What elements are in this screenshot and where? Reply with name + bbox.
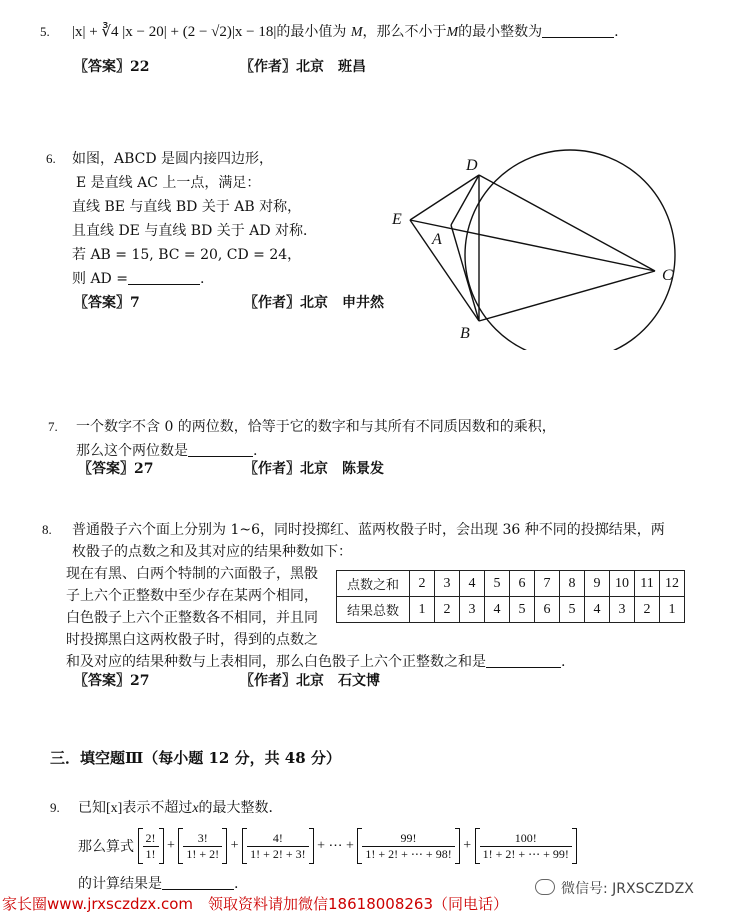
wechat-watermark [535,878,694,898]
table-cell: 2 [410,571,435,597]
table-row-header: 结果总数 [337,597,410,623]
table-cell: 3 [460,597,485,623]
q9-var-x: x [192,801,199,816]
q9-floor-notation: [x] [106,801,123,816]
q6-line6-text: 则 AD = [72,271,128,287]
table-row-header: 点数之和 [337,571,410,597]
q6-line2: E 是直线 AC 上一点，满足： [76,175,261,191]
q5-var-m2: M [446,25,459,40]
table-cell: 3 [435,571,460,597]
numerator: 100! [480,831,572,847]
q5-author: 〖作者〗北京 班昌 [240,59,366,75]
q6-answer-blank [128,270,200,285]
fraction-2 [183,831,222,862]
q9-line3 [78,873,238,893]
table-cell: 5 [560,597,585,623]
table-cell: 5 [485,571,510,597]
footer-promo-text: 家长圈www.jrxsczdzx.com 领取资料请加微信18618008263（同电话） [2,895,508,913]
segment-eb [410,220,479,321]
table-cell: 4 [485,597,510,623]
q9-line1-a: 已知 [78,800,106,816]
fraction-1 [143,831,159,862]
table-cell: 4 [585,597,610,623]
denominator: 1! [145,846,156,861]
segment-da [451,175,479,225]
q9-line1-e: 的最大整数． [198,800,283,816]
table-cell: 4 [460,571,485,597]
q9-line2-text: 那么算式 [78,839,134,855]
q5-answer: 〖答案〗22 [74,59,150,75]
q5-text-c: 的最小整数为 [458,24,543,40]
q5-stem [72,21,619,41]
label-a: A [432,231,442,248]
q7-answer: 〖答案〗27 [78,461,154,477]
q9-answer-blank [162,875,234,890]
q9-expression-line: 那么算式 $\frac{2!}{1!}$ + $\frac{3!}{1! + 2!}$ + $\frac{4!}{1! + 2! + 3!}$ + ⋯ + $\frac{99!}{1! + 2! + \cdots + 98!}$ + $\frac{100!}{1! + 2! + \cdots + 99!}$ [78,828,577,864]
denominator: 1! + 2! + ⋯ + 98! [365,846,452,861]
q7-period: . [253,443,258,459]
dice-sum-table [336,570,685,623]
denominator: 1! + 2! + ⋯ + 99! [482,846,569,861]
q9-line1 [78,797,283,817]
q8-answer: 〖答案〗27 [74,673,150,689]
table-row [337,571,685,597]
numerator: 3! [183,831,222,847]
table-cell: 10 [610,571,635,597]
q8-line7 [66,651,565,671]
q8-answer-blank [486,653,561,668]
q8-line1: 普通骰子六个面上分别为 1~6，同时投掷红、蓝两枚骰子时，会出现 36 种不同的投掷结果，两 [72,522,665,538]
q8-number: 8. [42,522,52,537]
q7-line2 [76,440,257,460]
table-cell: 5 [510,597,535,623]
table-row [337,597,685,623]
numerator: 99! [362,831,454,847]
segment-ab [451,225,479,321]
denominator: 1! + 2! [186,846,220,861]
table-cell: 1 [660,597,685,623]
numerator: 2! [143,831,159,847]
label-d: D [466,157,478,174]
q5-period: . [614,24,619,40]
table-cell: 1 [410,597,435,623]
q6-line5: 若 AB = 15, BC = 20, CD = 24， [72,247,302,263]
bracket-right [455,828,460,864]
table-cell: 11 [635,571,660,597]
table-cell: 2 [435,597,460,623]
label-e: E [392,211,402,228]
q7-author: 〖作者〗北京 陈景发 [244,461,384,477]
fraction-5 [480,831,572,862]
q8-line6: 时投掷黑白这两枚骰子时，得到的点数之 [66,632,318,648]
q9-number: 9. [50,800,60,815]
wechat-id-text: 微信号: JRXSCZDZX [561,881,694,897]
q8-period: . [561,654,566,670]
table-cell: 2 [635,597,660,623]
table-cell: 6 [510,571,535,597]
table-cell: 8 [560,571,585,597]
q8-line2: 枚骰子的点数之和及其对应的结果种数如下： [72,544,352,560]
table-cell: 9 [585,571,610,597]
q5-var-m: M [350,25,363,40]
q8-line3: 现在有黑、白两个特制的六面骰子，黑骰 [66,566,318,582]
q7-answer-blank [188,442,253,457]
q8-line5: 白色骰子上六个正整数各不相同，并且同 [66,610,318,626]
q6-geometry-figure [380,140,700,350]
segment-ed [410,175,479,220]
q8-line4: 子上六个正整数中至少存在某两个相同， [66,588,318,604]
q8-author: 〖作者〗北京 石文博 [240,673,380,689]
q5-expression: |x| + ∛4 |x − 20| + (2 − √2)|x − 18| [72,24,277,40]
q5-answer-blank [542,23,614,38]
segment-dc [479,175,655,271]
numerator: 4! [247,831,309,847]
table-cell: 7 [535,571,560,597]
table-cell: 6 [535,597,560,623]
line-ec [410,220,655,271]
section-title: 三．填空题Ⅲ（每小题 12 分，共 48 分） [50,749,341,767]
bracket-right [159,828,164,864]
denominator: 1! + 2! + 3! [250,846,306,861]
table-cell: 3 [610,597,635,623]
q5-text-b: ，那么不小于 [362,24,447,40]
bracket-right [222,828,227,864]
circumcircle [465,150,675,350]
q6-line4: 且直线 DE 与直线 BD 关于 AD 对称． [72,223,317,239]
label-c: C [662,267,673,284]
q9-ellipsis: + ⋯ + [317,838,354,854]
q8-line7-text: 和及对应的结果种数与上表相同，那么白色骰子上六个正整数之和是 [66,654,486,670]
bracket-right [309,828,314,864]
q5-text-a: 的最小值为 [276,24,347,40]
q7-line2-text: 那么这个两位数是 [76,443,188,459]
q9-line3-text: 的计算结果是 [78,876,162,892]
q7-number: 7. [48,419,58,434]
q6-line1: 如图，ABCD 是圆内接四边形， [72,151,274,167]
fraction-4 [362,831,454,862]
fraction-3 [247,831,309,862]
q6-answer: 〖答案〗7 [74,295,140,311]
q6-number: 6. [46,151,56,166]
q7-line1: 一个数字不含 0 的两位数，恰等于它的数字和与其所有不同质因数和的乘积， [76,419,556,435]
wechat-icon [535,879,555,895]
table-cell: 12 [660,571,685,597]
q6-author: 〖作者〗北京 申井然 [244,295,384,311]
q9-period: . [234,876,239,892]
q6-line3: 直线 BE 与直线 BD 关于 AB 对称， [72,199,302,215]
label-b: B [460,325,470,342]
q6-line6 [72,268,204,288]
segment-cb [479,271,655,321]
q6-period: . [199,271,205,287]
q5-number: 5. [40,24,50,39]
q9-line1-c: 表示不超过 [122,800,193,816]
bracket-right [572,828,577,864]
